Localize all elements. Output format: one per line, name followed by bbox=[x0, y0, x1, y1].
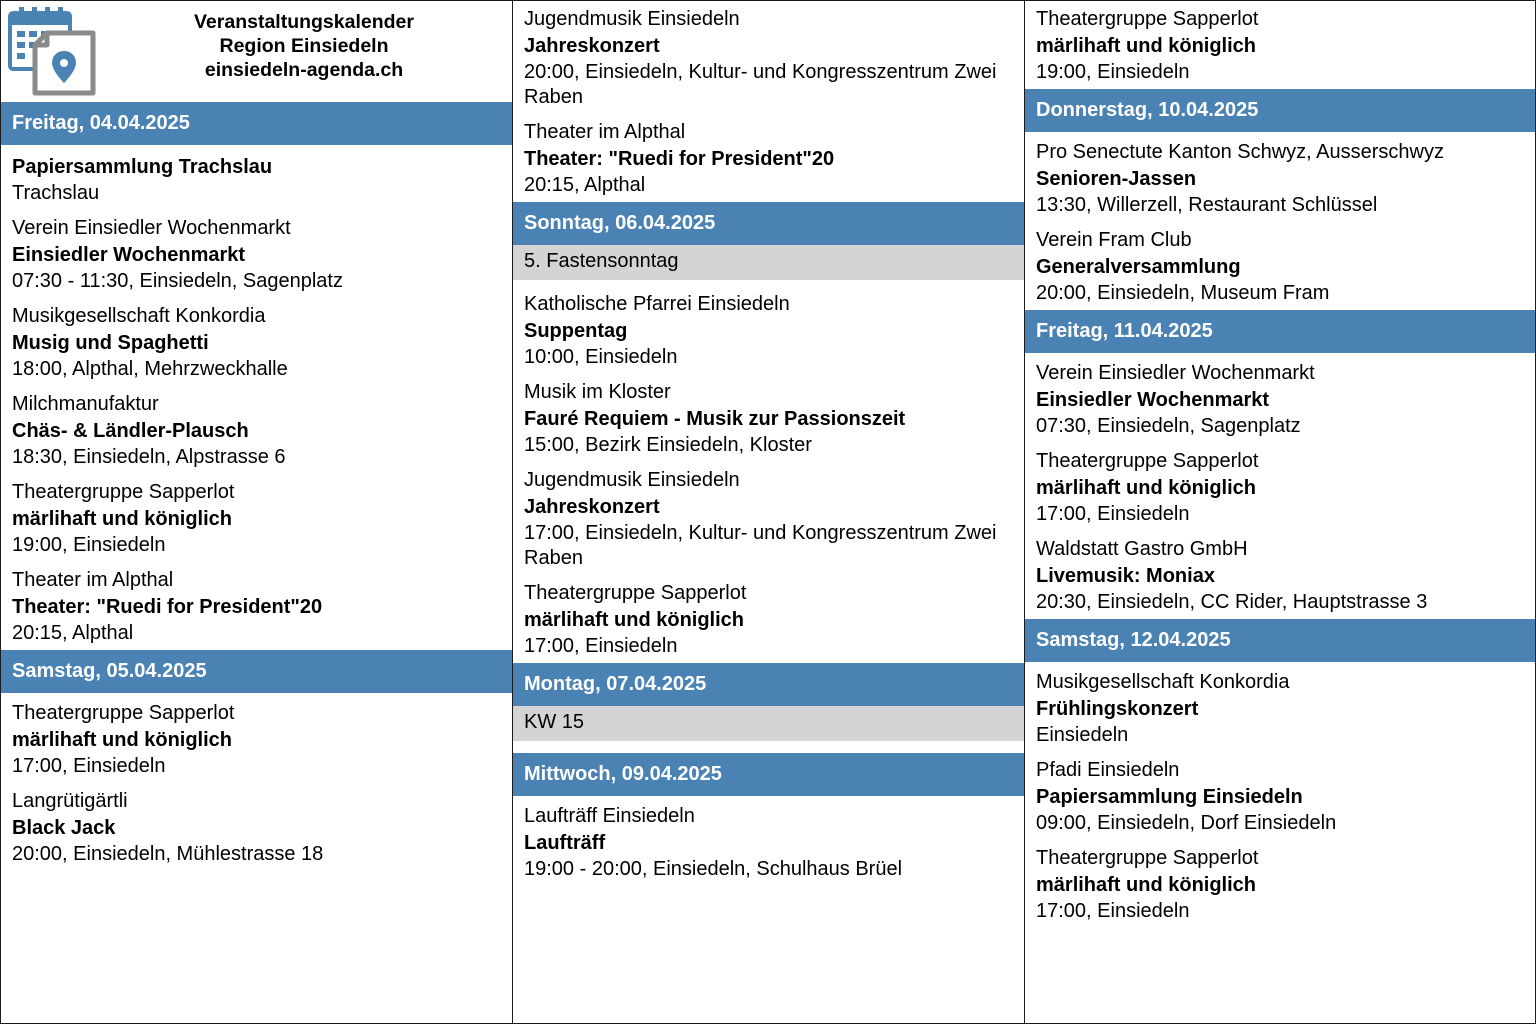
event-details: 19:00, Einsiedeln bbox=[12, 534, 166, 556]
day-section bbox=[1, 102, 512, 646]
event-organizer: Musikgesellschaft Konkordia bbox=[12, 305, 266, 327]
event-title: Jahreskonzert bbox=[524, 496, 660, 518]
event-organizer: Theatergruppe Sapperlot bbox=[1036, 8, 1259, 30]
event-list bbox=[1025, 132, 1535, 306]
event-organizer: Musikgesellschaft Konkordia bbox=[1036, 671, 1290, 693]
event-details: 18:00, Alpthal, Mehrzweckhalle bbox=[12, 358, 288, 380]
event-organizer: Theater im Alpthal bbox=[524, 121, 686, 143]
event-organizer: Laufträff Einsiedeln bbox=[524, 805, 695, 827]
event-item bbox=[12, 216, 501, 294]
event-list bbox=[513, 796, 1024, 882]
event-title: Papiersammlung Einsiedeln bbox=[1036, 786, 1303, 808]
day-header: Samstag, 12.04.2025 bbox=[1025, 619, 1535, 662]
day-header: Sonntag, 06.04.2025 bbox=[513, 202, 1024, 245]
event-item bbox=[1036, 361, 1524, 439]
event-title: märlihaft und königlich bbox=[1036, 477, 1257, 499]
event-title: Suppentag bbox=[524, 320, 628, 342]
day-section bbox=[513, 663, 1024, 753]
event-list bbox=[1, 693, 512, 867]
event-title: märlihaft und königlich bbox=[12, 729, 233, 751]
event-item bbox=[524, 120, 1013, 198]
column-1 bbox=[1, 1, 513, 1023]
day-header: Freitag, 11.04.2025 bbox=[1025, 310, 1535, 353]
event-title: Laufträff bbox=[524, 832, 606, 854]
event-organizer: Theatergruppe Sapperlot bbox=[1036, 450, 1259, 472]
event-organizer: Verein Einsiedler Wochenmarkt bbox=[12, 217, 291, 239]
day-header: Samstag, 05.04.2025 bbox=[1, 650, 512, 693]
event-details: 20:00, Einsiedeln, Kultur- und Kongresszentrum Zwei Raben bbox=[524, 61, 997, 108]
day-header: Freitag, 04.04.2025 bbox=[1, 102, 512, 145]
event-title: märlihaft und königlich bbox=[524, 609, 745, 631]
event-title: Generalversammlung bbox=[1036, 256, 1241, 278]
event-title: Einsiedler Wochenmarkt bbox=[12, 244, 246, 266]
event-details: Einsiedeln bbox=[1036, 724, 1129, 746]
event-list bbox=[1025, 662, 1535, 924]
event-title: Chäs- & Ländler-Plausch bbox=[12, 420, 249, 442]
event-title: Senioren-Jassen bbox=[1036, 168, 1197, 190]
event-details: 17:00, Einsiedeln bbox=[1036, 503, 1190, 525]
event-organizer: Pfadi Einsiedeln bbox=[1036, 759, 1180, 781]
event-organizer: Theatergruppe Sapperlot bbox=[1036, 847, 1259, 869]
event-item bbox=[12, 568, 501, 646]
day-section bbox=[1025, 619, 1535, 924]
event-details: 20:15, Alpthal bbox=[12, 622, 134, 644]
event-organizer: Theatergruppe Sapperlot bbox=[524, 582, 747, 604]
day-header: Mittwoch, 09.04.2025 bbox=[513, 753, 1024, 796]
event-item bbox=[1036, 846, 1524, 924]
day-header: Montag, 07.04.2025 bbox=[513, 663, 1024, 706]
event-title: märlihaft und königlich bbox=[12, 508, 233, 530]
event-details: 20:15, Alpthal bbox=[524, 174, 646, 196]
event-details: 20:00, Einsiedeln, Mühlestrasse 18 bbox=[12, 843, 324, 865]
event-item bbox=[1036, 449, 1524, 527]
event-item bbox=[524, 380, 1013, 458]
column-3 bbox=[1025, 1, 1535, 1023]
event-item bbox=[12, 789, 501, 867]
event-organizer: Musik im Kloster bbox=[524, 381, 671, 403]
calendar-location-icon bbox=[7, 7, 97, 97]
day-section bbox=[513, 202, 1024, 659]
event-details: 17:00, Einsiedeln bbox=[12, 755, 166, 777]
event-item bbox=[1036, 140, 1524, 218]
event-item bbox=[12, 480, 501, 558]
event-details: 20:00, Einsiedeln, Museum Fram bbox=[1036, 282, 1330, 304]
event-title: Theater: "Ruedi for President"20 bbox=[12, 596, 323, 618]
event-organizer: Theatergruppe Sapperlot bbox=[12, 481, 235, 503]
column-2 bbox=[513, 1, 1025, 1023]
event-item bbox=[12, 701, 501, 779]
event-organizer: Waldstatt Gastro GmbH bbox=[1036, 538, 1248, 560]
event-list bbox=[1, 145, 512, 646]
header-region: Region Einsiedeln bbox=[219, 35, 389, 57]
event-item bbox=[524, 581, 1013, 659]
event-title: Einsiedler Wochenmarkt bbox=[1036, 389, 1270, 411]
page-header bbox=[1, 1, 512, 102]
event-details: 07:30 - 11:30, Einsiedeln, Sagenplatz bbox=[12, 270, 343, 292]
event-title: Theater: "Ruedi for President"20 bbox=[524, 148, 835, 170]
day-section bbox=[1, 650, 512, 867]
event-details: 18:30, Einsiedeln, Alpstrasse 6 bbox=[12, 446, 286, 468]
event-item bbox=[12, 153, 501, 206]
event-details: 09:00, Einsiedeln, Dorf Einsiedeln bbox=[1036, 812, 1337, 834]
event-title: Jahreskonzert bbox=[524, 35, 660, 57]
event-details: 19:00 - 20:00, Einsiedeln, Schulhaus Brüel bbox=[524, 858, 903, 880]
day-section bbox=[513, 753, 1024, 882]
event-item bbox=[1036, 537, 1524, 615]
event-details: 17:00, Einsiedeln, Kultur- und Kongresszentrum Zwei Raben bbox=[524, 522, 997, 569]
event-item bbox=[1036, 670, 1524, 748]
event-list bbox=[513, 280, 1024, 659]
event-title: märlihaft und königlich bbox=[1036, 35, 1257, 57]
event-organizer: Milchmanufaktur bbox=[12, 393, 159, 415]
header-title: Veranstaltungskalender bbox=[193, 11, 414, 33]
event-item bbox=[1036, 228, 1524, 306]
event-organizer: Theatergruppe Sapperlot bbox=[12, 702, 235, 724]
event-details: 20:30, Einsiedeln, CC Rider, Hauptstrasse 3 bbox=[1036, 591, 1428, 613]
event-organizer: Theater im Alpthal bbox=[12, 569, 174, 591]
event-details: 10:00, Einsiedeln bbox=[524, 346, 678, 368]
day-section bbox=[1025, 89, 1535, 306]
event-organizer: Katholische Pfarrei Einsiedeln bbox=[524, 293, 790, 315]
event-details: Trachslau bbox=[12, 182, 100, 204]
event-item bbox=[524, 468, 1013, 571]
event-organizer: Jugendmusik Einsiedeln bbox=[524, 469, 740, 491]
header-website: einsiedeln-agenda.ch bbox=[204, 59, 404, 81]
event-item bbox=[12, 304, 501, 382]
event-list bbox=[1025, 353, 1535, 615]
event-details: 13:30, Willerzell, Restaurant Schlüssel bbox=[1036, 194, 1378, 216]
event-organizer: Langrütigärtli bbox=[12, 790, 128, 812]
event-title: Black Jack bbox=[12, 817, 116, 839]
event-details: 15:00, Bezirk Einsiedeln, Kloster bbox=[524, 434, 812, 456]
day-section bbox=[1025, 310, 1535, 615]
event-organizer: Jugendmusik Einsiedeln bbox=[524, 8, 740, 30]
event-item bbox=[524, 292, 1013, 370]
event-item bbox=[524, 7, 1013, 110]
event-title: Fauré Requiem - Musik zur Passionszeit bbox=[524, 408, 906, 430]
event-title: Livemusik: Moniax bbox=[1036, 565, 1215, 587]
event-details: 17:00, Einsiedeln bbox=[524, 635, 678, 657]
day-note: KW 15 bbox=[513, 706, 1024, 741]
event-details: 07:30, Einsiedeln, Sagenplatz bbox=[1036, 415, 1301, 437]
event-organizer: Verein Einsiedler Wochenmarkt bbox=[1036, 362, 1315, 384]
day-header: Donnerstag, 10.04.2025 bbox=[1025, 89, 1535, 132]
event-title: Papiersammlung Trachslau bbox=[12, 156, 273, 178]
event-item bbox=[1036, 7, 1524, 85]
event-details: 19:00, Einsiedeln bbox=[1036, 61, 1190, 83]
event-organizer: Pro Senectute Kanton Schwyz, Ausserschwyz bbox=[1036, 141, 1444, 163]
event-list-continued bbox=[1025, 1, 1535, 85]
event-organizer: Verein Fram Club bbox=[1036, 229, 1192, 251]
event-item bbox=[1036, 758, 1524, 836]
event-item bbox=[12, 392, 501, 470]
event-list-continued bbox=[513, 1, 1024, 198]
day-note: 5. Fastensonntag bbox=[513, 245, 1024, 280]
event-details: 17:00, Einsiedeln bbox=[1036, 900, 1190, 922]
event-item bbox=[524, 804, 1013, 882]
event-title: Frühlingskonzert bbox=[1036, 698, 1199, 720]
event-title: Musig und Spaghetti bbox=[12, 332, 209, 354]
event-title: märlihaft und königlich bbox=[1036, 874, 1257, 896]
